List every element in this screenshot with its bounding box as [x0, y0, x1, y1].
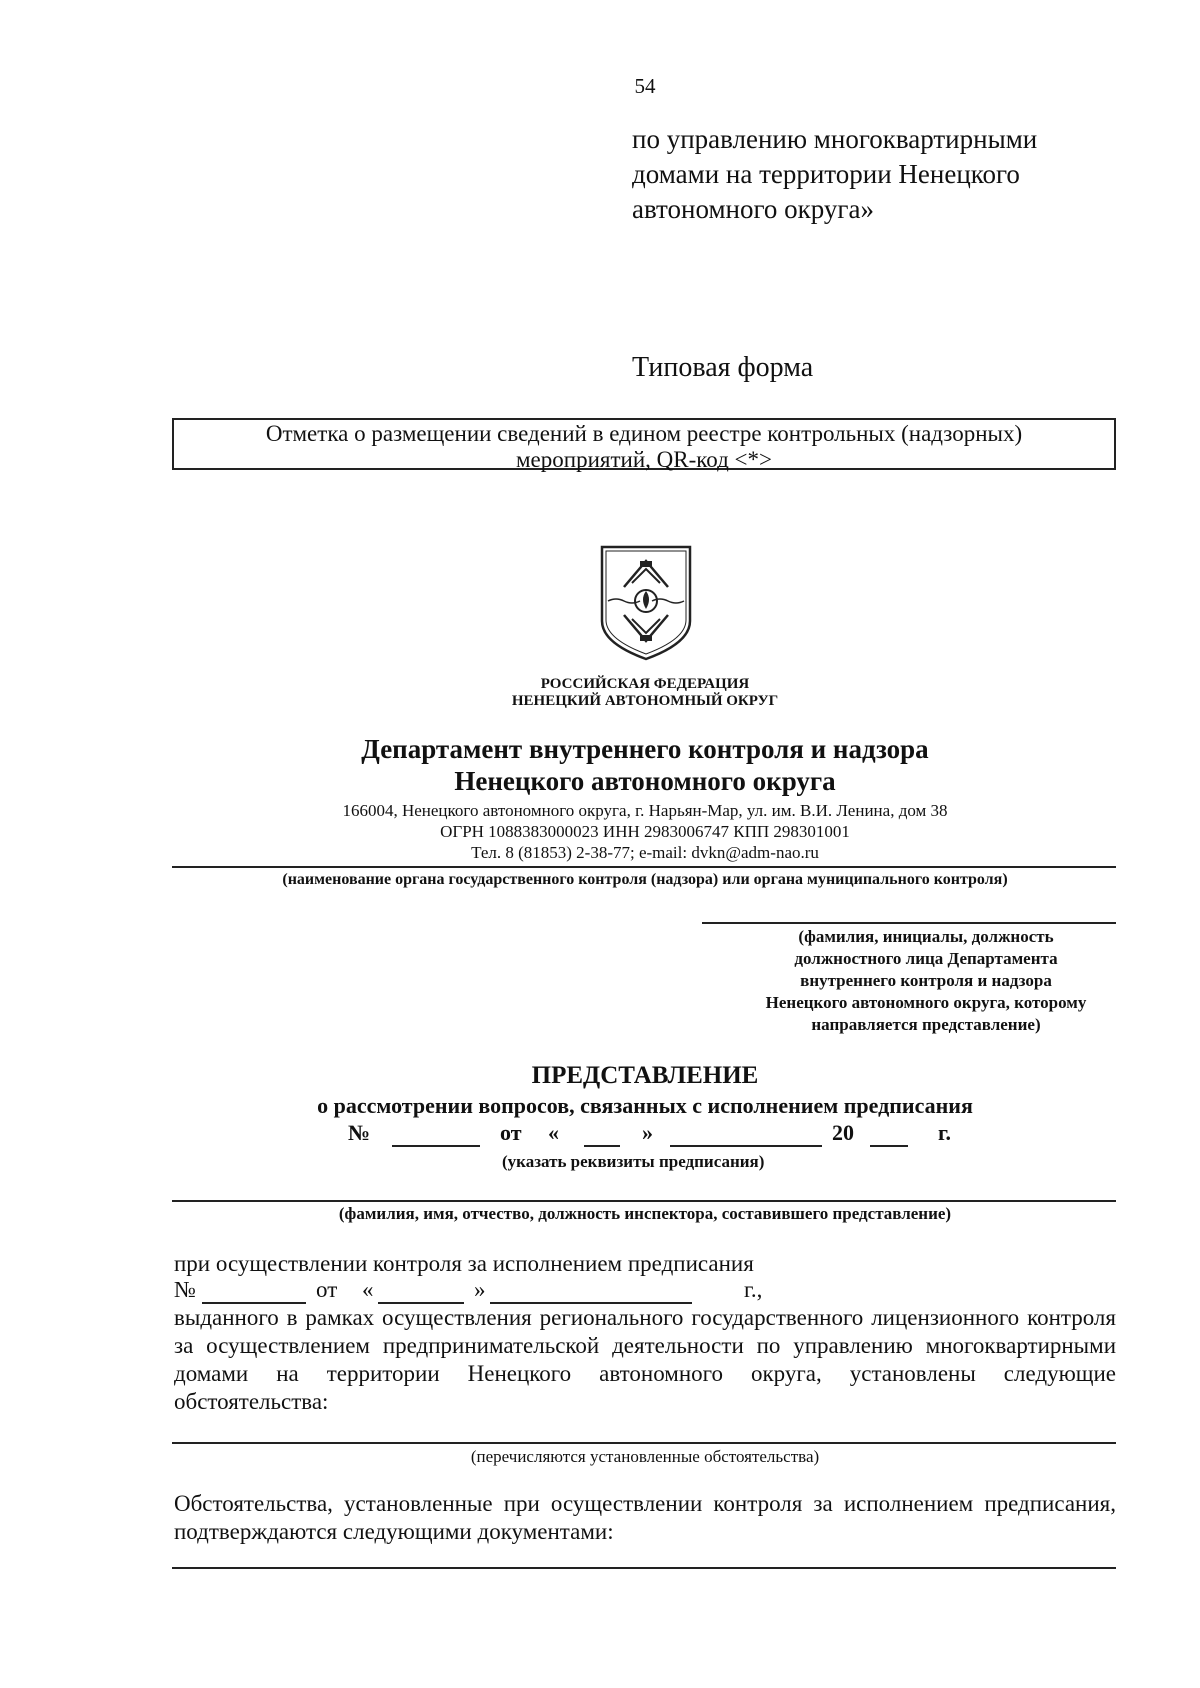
- circumstances-caption: (перечисляются установленные обстоятельства): [470, 1447, 820, 1466]
- department-name: [0, 733, 1200, 797]
- approval-line: автономного округа»: [632, 194, 874, 224]
- quote-open: «: [548, 1120, 559, 1145]
- qr-registry-box: [172, 418, 1116, 470]
- circumstances-blank-line: [172, 1442, 1116, 1444]
- from-label: от: [500, 1120, 522, 1145]
- year-suffix: г.: [938, 1120, 952, 1145]
- inspector-blank-line: [172, 1200, 1116, 1202]
- control-intro: при осуществлении контроля за исполнением предписания: [174, 1251, 754, 1276]
- department-registry: ОГРН 1088383000023 ИНН 2983006747 КПП 298301001: [440, 822, 850, 841]
- form-type-label: Типовая форма: [632, 352, 814, 383]
- coat-of-arms-icon: [596, 543, 696, 663]
- department-line: Департамент внутреннего контроля и надзора: [361, 734, 929, 764]
- approval-line: по управлению многоквартирными: [632, 124, 1038, 154]
- official-caption-line: направляется представление): [811, 1015, 1041, 1034]
- year-suffix: г.,: [744, 1277, 763, 1302]
- department-line: Ненецкого автономного округа: [454, 766, 836, 796]
- department-address: 166004, Ненецкого автономного округа, г. Нарьян-Мар, ул. им. В.И. Ленина, дом 38: [342, 801, 948, 820]
- department-address-block: [0, 800, 1200, 863]
- country-name: РОССИЙСКАЯ ФЕДЕРАЦИЯ: [540, 676, 750, 692]
- document-subtitle: о рассмотрении вопросов, связанных с исполнением предписания: [317, 1093, 973, 1118]
- header-divider: [172, 866, 1116, 868]
- approval-line: домами на территории Ненецкого: [632, 159, 1020, 189]
- document-number-line: [0, 1120, 1200, 1150]
- day-blank: [584, 1145, 620, 1147]
- official-caption-line: должностного лица Департамента: [794, 949, 1058, 968]
- official-caption-line: (фамилия, инициалы, должность: [798, 927, 1054, 946]
- department-contacts: Тел. 8 (81853) 2-38-77; e-mail: dvkn@adm-nao.ru: [471, 843, 819, 862]
- official-caption-line: Ненецкого автономного округа, которому: [765, 993, 1087, 1012]
- qr-box-line: Отметка о размещении сведений в едином реестре контрольных (надзорных): [265, 421, 1023, 446]
- qr-box-line: мероприятий, QR-код <*>: [516, 447, 772, 472]
- documents-blank-line: [172, 1567, 1116, 1569]
- country-header: [0, 676, 1200, 710]
- quote-close: »: [474, 1277, 486, 1302]
- official-caption-line: внутреннего контроля и надзора: [800, 971, 1052, 990]
- official-blank-line: [702, 922, 1116, 924]
- issued-paragraph: выданного в рамках осуществления регионального государственного лицензионного контроля за осуществлением предпринимательской деятельности по управлению многоквартирными домами на территории Ненецкого автономного округа, установлены следующие обстоятельства:: [174, 1305, 1116, 1414]
- from-label: от: [316, 1277, 338, 1302]
- quote-open: «: [362, 1277, 374, 1302]
- inspector-caption: (фамилия, имя, отчество, должность инспектора, составившего представление): [338, 1204, 952, 1223]
- page-number: 54: [634, 74, 656, 98]
- number-blank: [392, 1145, 480, 1147]
- document-title: ПРЕДСТАВЛЕНИЕ: [531, 1062, 759, 1089]
- year-prefix: 20: [832, 1120, 854, 1145]
- official-caption: [716, 926, 1136, 1036]
- order-number-line: [0, 1276, 1200, 1306]
- documents-paragraph: Обстоятельства, установленные при осуществлении контроля за исполнением предписания, подтверждаются следующими документами:: [174, 1491, 1116, 1544]
- approval-tail: [632, 122, 1037, 227]
- authority-caption: (наименование органа государственного контроля (надзора) или органа муниципального контроля): [282, 871, 1008, 888]
- region-name: НЕНЕЦКИЙ АВТОНОМНЫЙ ОКРУГ: [511, 693, 779, 709]
- year-blank: [870, 1145, 908, 1147]
- quote-close: »: [642, 1120, 653, 1145]
- month-blank: [670, 1145, 822, 1147]
- number-sign: №: [348, 1120, 371, 1145]
- number-sign: №: [174, 1277, 196, 1302]
- requisites-caption: (указать реквизиты предписания): [502, 1152, 765, 1171]
